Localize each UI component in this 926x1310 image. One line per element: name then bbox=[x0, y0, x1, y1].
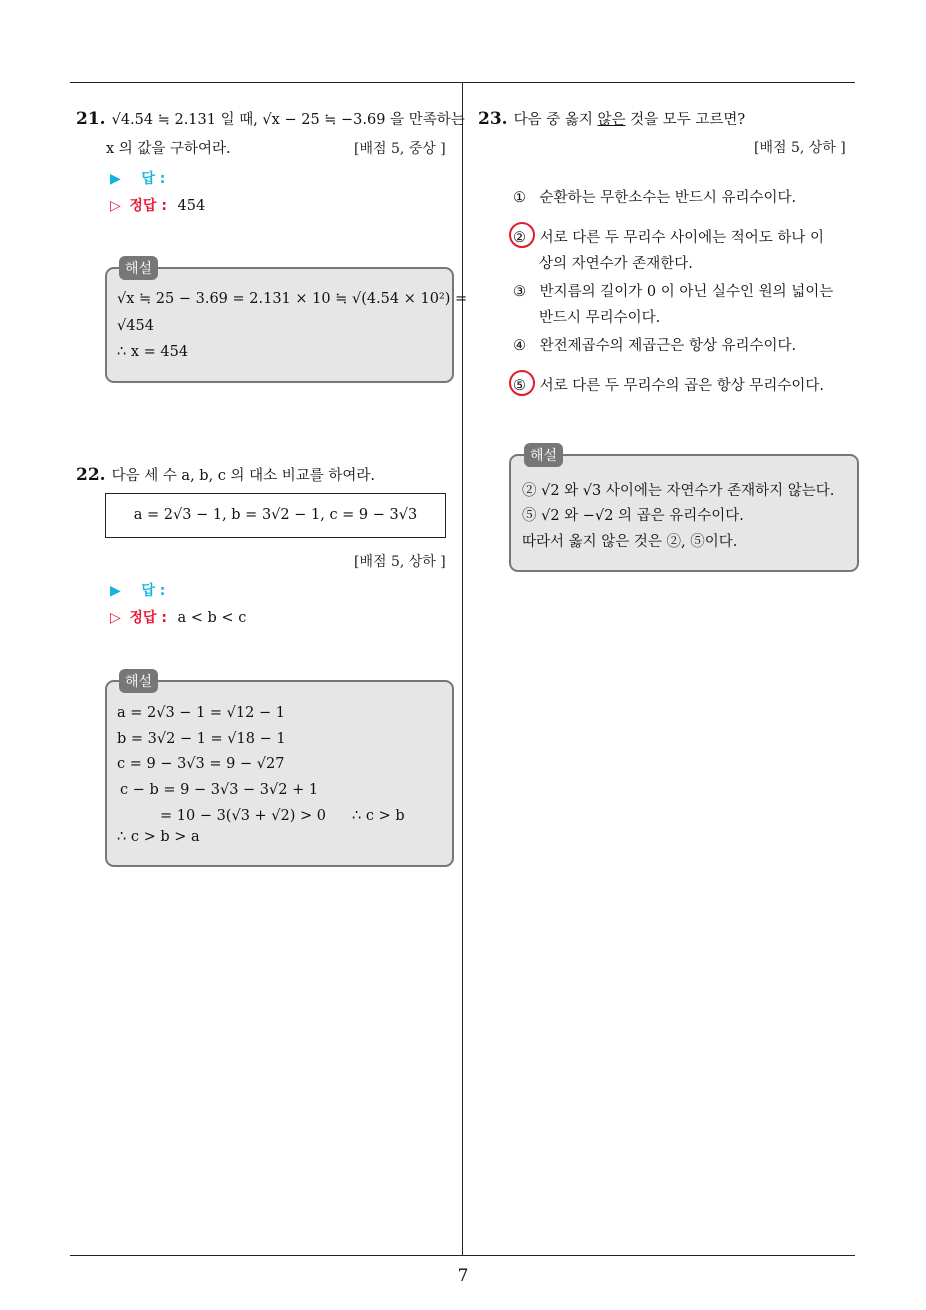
solution-tag: 해설 bbox=[119, 669, 158, 693]
option-mark: ④ bbox=[513, 338, 526, 354]
answer-arrow-icon: ▶ bbox=[110, 583, 121, 599]
answer-label: 답 : bbox=[141, 583, 166, 599]
solution-line: b = 3√2 − 1 = √18 − 1 bbox=[117, 731, 286, 747]
solution-line: √454 bbox=[117, 318, 154, 334]
solution-line: a = 2√3 − 1 = √12 − 1 bbox=[117, 705, 285, 721]
option-1[interactable] bbox=[513, 186, 796, 207]
option-text: 반지름의 길이가 0 이 아닌 실수인 원의 넓이는 bbox=[539, 284, 834, 300]
solution-box bbox=[105, 267, 454, 383]
solution-line: √x ≒ 25 − 3.69 = 2.131 × 10 ≒ √(4.54 × 10²) = bbox=[117, 291, 468, 307]
option-3[interactable] bbox=[513, 280, 833, 301]
correct-answer-row bbox=[110, 195, 205, 215]
option-text: 서로 다른 두 무리수의 곱은 항상 무리수이다. bbox=[539, 378, 824, 394]
option-mark: ⑤ bbox=[513, 378, 526, 394]
correct-value: 454 bbox=[177, 198, 206, 214]
solution-line: ∴ c > b bbox=[352, 808, 405, 824]
correct-label: 정답 : bbox=[129, 198, 167, 214]
solution-line: c = 9 − 3√3 = 9 − √27 bbox=[117, 756, 285, 772]
page-number: 7 bbox=[457, 1266, 469, 1286]
correct-label: 정답 : bbox=[129, 610, 167, 626]
correct-arrow-icon: ▷ bbox=[110, 198, 121, 214]
correct-arrow-icon: ▷ bbox=[110, 610, 121, 626]
option-mark: ② bbox=[513, 230, 526, 246]
option-text: 서로 다른 두 무리수 사이에는 적어도 하나 이 bbox=[539, 230, 824, 246]
emphasis-underline: 않은 bbox=[597, 112, 626, 128]
option-mark: ① bbox=[513, 190, 526, 206]
correct-answer-row bbox=[110, 607, 246, 627]
solution-line: ∴ x = 454 bbox=[117, 344, 189, 360]
answer-row bbox=[110, 580, 165, 600]
score-label: [배점 5, 중상 ] bbox=[354, 141, 446, 157]
solution-line: 따라서 옳지 않은 것은 ②, ⑤이다. bbox=[522, 534, 738, 550]
question-number: 23. bbox=[478, 109, 508, 129]
option-mark: ③ bbox=[513, 284, 526, 300]
option-text-cont: 상의 자연수가 존재한다. bbox=[539, 256, 693, 272]
score-label: [배점 5, 상하 ] bbox=[754, 140, 846, 156]
bottom-rule bbox=[70, 1255, 855, 1256]
option-text: 완전제곱수의 제곱근은 항상 유리수이다. bbox=[539, 338, 797, 354]
question-21-line2: x 의 값을 구하여라. bbox=[106, 141, 231, 157]
option-text: 순환하는 무한소수는 반드시 유리수이다. bbox=[539, 190, 797, 206]
solution-tag: 해설 bbox=[524, 443, 563, 467]
option-2[interactable] bbox=[513, 226, 824, 247]
question-number: 22. bbox=[76, 465, 106, 485]
answer-row bbox=[110, 168, 165, 188]
option-text-cont: 반드시 무리수이다. bbox=[539, 310, 661, 326]
solution-line: ∴ c > b > a bbox=[117, 829, 200, 845]
option-5[interactable] bbox=[513, 374, 824, 395]
question-21-line1: 21. √4.54 ≒ 2.131 일 때, √x − 25 ≒ −3.69 을 만족하는 bbox=[76, 109, 465, 129]
solution-tag: 해설 bbox=[119, 256, 158, 280]
column-divider bbox=[462, 82, 463, 1255]
solution-line: = 10 − 3(√3 + √2) > 0 bbox=[160, 808, 327, 824]
option-4[interactable] bbox=[513, 334, 796, 355]
solution-line: ⑤ √2 와 −√2 의 곱은 유리수이다. bbox=[522, 508, 744, 524]
score-label: [배점 5, 상하 ] bbox=[354, 554, 446, 570]
question-number: 21. bbox=[76, 109, 106, 129]
correct-value: a < b < c bbox=[177, 610, 247, 626]
answer-arrow-icon: ▶ bbox=[110, 171, 121, 187]
question-22-line1: 22. 다음 세 수 a, b, c 의 대소 비교를 하여라. bbox=[76, 465, 376, 485]
solution-line: c − b = 9 − 3√3 − 3√2 + 1 bbox=[120, 782, 319, 798]
equation-box: a = 2√3 − 1, b = 3√2 − 1, c = 9 − 3√3 bbox=[105, 493, 446, 538]
question-23-line1: 23. 다음 중 옳지 않은 것을 모두 고르면? bbox=[478, 109, 746, 129]
answer-label: 답 : bbox=[141, 171, 166, 187]
solution-line: ② √2 와 √3 사이에는 자연수가 존재하지 않는다. bbox=[522, 483, 835, 499]
